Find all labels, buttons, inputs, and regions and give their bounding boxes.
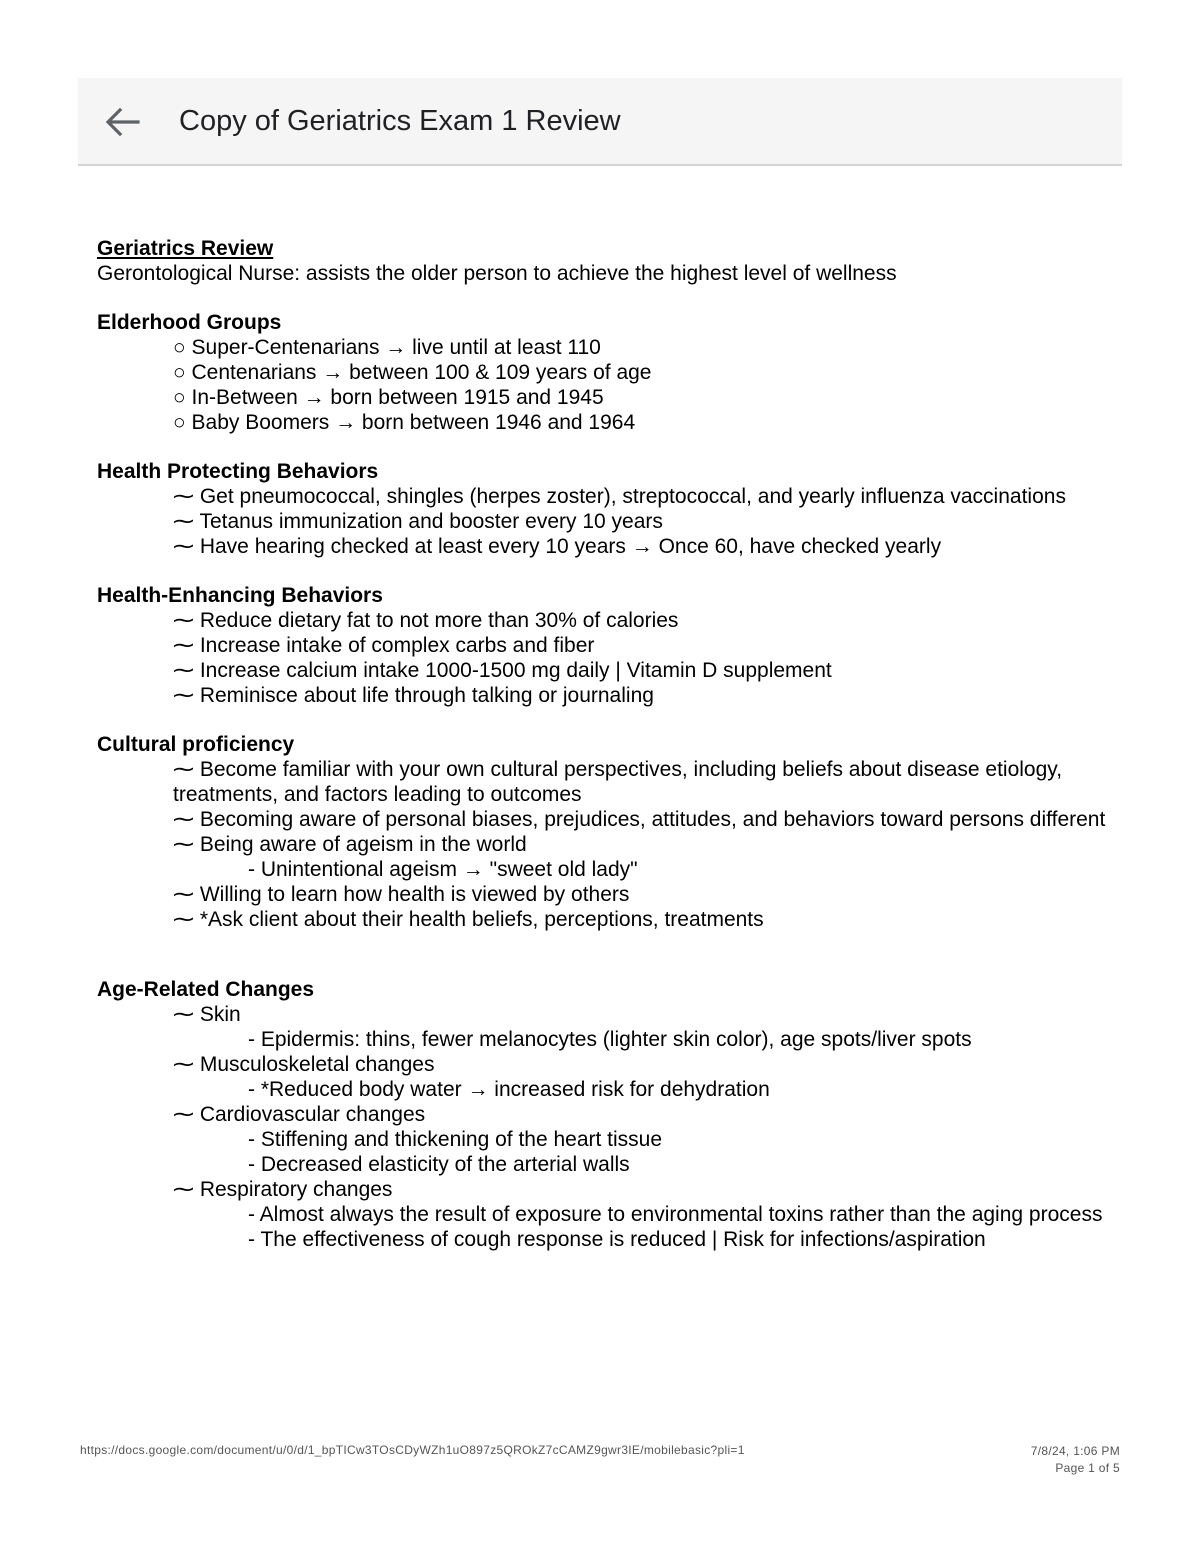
- section-health-protecting: [97, 459, 1117, 559]
- sub-list-item: - Epidermis: thins, fewer melanocytes (lighter skin color), age spots/liver spots: [248, 1028, 972, 1051]
- sub-list-item: - Stiffening and thickening of the heart tissue: [248, 1128, 663, 1151]
- list-item: ⁓ Musculoskeletal changes: [173, 1053, 435, 1076]
- section-health-enhancing: [97, 583, 1117, 708]
- sub-list-item: - *Reduced body water → increased risk for dehydration: [248, 1078, 770, 1101]
- sub-list-item: - The effectiveness of cough response is reduced | Risk for infections/aspiration: [248, 1228, 986, 1251]
- intro-text: Gerontological Nurse: assists the older person to achieve the highest level of wellness: [97, 262, 897, 285]
- list-item: ○ Baby Boomers → born between 1946 and 1964: [173, 411, 636, 434]
- list-item: ⁓ Increase calcium intake 1000-1500 mg daily | Vitamin D supplement: [173, 659, 832, 682]
- footer-datetime: 7/8/24, 1:06 PM: [1030, 1444, 1120, 1458]
- footer-url: https://docs.google.com/document/u/0/d/1_bpTICw3TOsCDyWZh1uO897z5QROkZ7cCAMZ9gwr3IE/mobilebasic?pli=1: [80, 1443, 745, 1457]
- list-item: ⁓ Increase intake of complex carbs and fiber: [173, 634, 595, 657]
- section-cultural-proficiency: [97, 732, 1117, 932]
- list-item: ⁓ Becoming aware of personal biases, prejudices, attitudes, and behaviors toward persons different: [173, 808, 1106, 831]
- list-item: ⁓ Skin: [173, 1003, 241, 1026]
- list-item: ⁓ Being aware of ageism in the world: [173, 833, 527, 856]
- section-title: Health Protecting Behaviors: [97, 460, 379, 483]
- list-item: ○ In-Between → born between 1915 and 1945: [173, 386, 604, 409]
- list-item: ⁓ Respiratory changes: [173, 1178, 393, 1201]
- list-item: ○ Centenarians → between 100 & 109 years of age: [173, 361, 652, 384]
- document-title: Copy of Geriatrics Exam 1 Review: [179, 105, 621, 137]
- section-age-related-changes: [97, 977, 1117, 1252]
- list-item: ⁓ Reduce dietary fat to not more than 30% of calories: [173, 609, 679, 632]
- footer-page-number: Page 1 of 5: [1055, 1461, 1120, 1475]
- sub-list-item: - Decreased elasticity of the arterial walls: [248, 1153, 630, 1176]
- section-title: Cultural proficiency: [97, 733, 295, 756]
- section-title: Age-Related Changes: [97, 978, 315, 1001]
- section-title: Elderhood Groups: [97, 311, 282, 334]
- app-header: [78, 78, 1122, 166]
- document-body: [97, 236, 1117, 1276]
- spacer: [97, 956, 1117, 977]
- list-item: ⁓ Have hearing checked at least every 10 years → Once 60, have checked yearly: [173, 535, 942, 558]
- document-heading: Geriatrics Review: [97, 237, 274, 260]
- back-arrow-icon[interactable]: [104, 107, 140, 137]
- list-item: ⁓ Reminisce about life through talking or journaling: [173, 684, 654, 707]
- list-item: ⁓ Tetanus immunization and booster every 10 years: [173, 510, 663, 533]
- list-item: ⁓ Get pneumococcal, shingles (herpes zoster), streptococcal, and yearly influenza vaccinations: [173, 485, 1066, 508]
- footer-meta: [1031, 1443, 1120, 1477]
- list-item: ○ Super-Centenarians → live until at least 110: [173, 336, 601, 359]
- list-item: ⁓ *Ask client about their health beliefs, perceptions, treatments: [173, 908, 764, 931]
- sub-list-item: - Unintentional ageism → "sweet old lady": [248, 858, 638, 881]
- list-item: ⁓ Willing to learn how health is viewed by others: [173, 883, 630, 906]
- list-item: ⁓ Become familiar with your own cultural perspectives, including beliefs about disease etiology, treatments, and factors leading to outcomes: [173, 758, 1063, 806]
- section-title: Health-Enhancing Behaviors: [97, 584, 383, 607]
- sub-list-item: - Almost always the result of exposure to environmental toxins rather than the aging process: [248, 1203, 1103, 1226]
- section-elderhood-groups: [97, 310, 1117, 435]
- list-item: ⁓ Cardiovascular changes: [173, 1103, 426, 1126]
